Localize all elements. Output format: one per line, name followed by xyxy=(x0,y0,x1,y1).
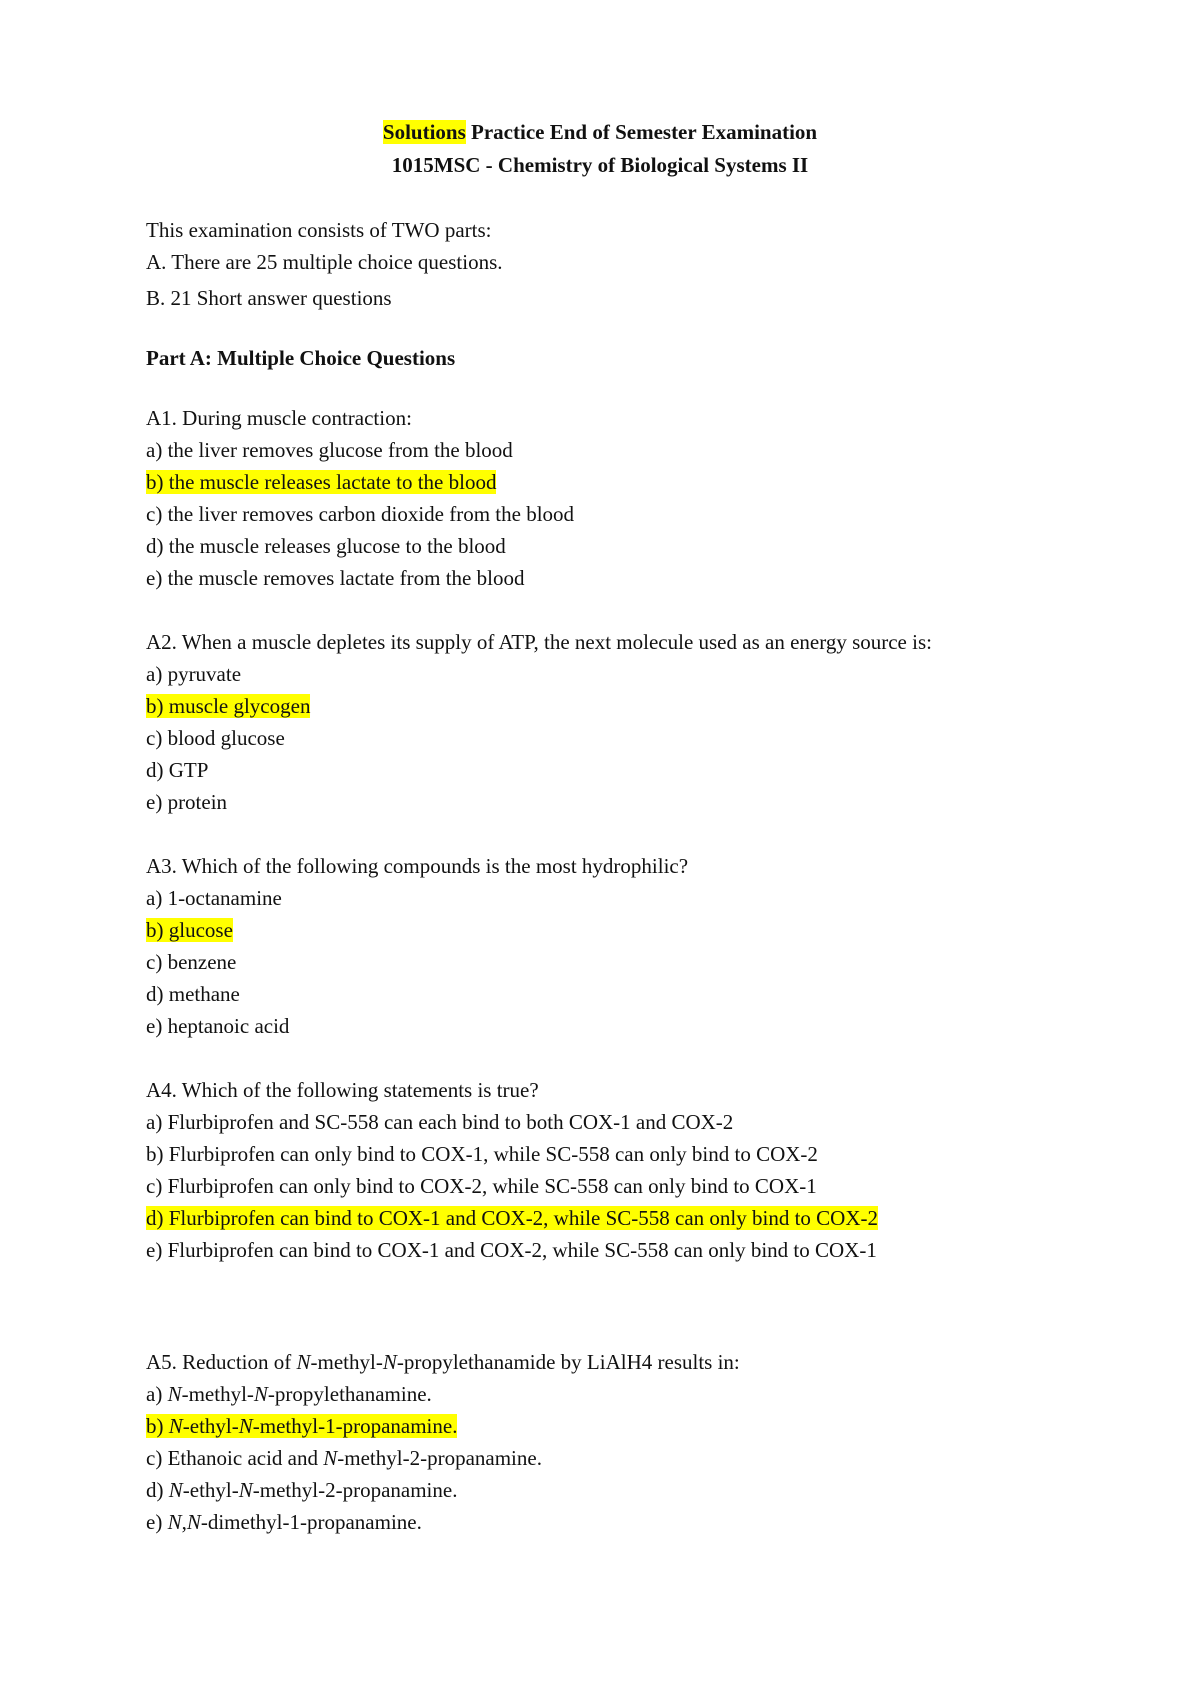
spacer xyxy=(146,594,1046,626)
answer-highlight: b) glucose xyxy=(146,918,233,942)
option-a: a) the liver removes glucose from the blood xyxy=(146,438,513,462)
option-a: a) 1-octanamine xyxy=(146,886,282,910)
option-e: e) Flurbiprofen can bind to COX-1 and COX-2, while SC-558 can only bind to COX-1 xyxy=(146,1238,877,1262)
answer-highlight: b) muscle glycogen xyxy=(146,694,311,718)
answer-highlight: d) Flurbiprofen can bind to COX-1 and COX-2, while SC-558 can only bind to COX-2 xyxy=(146,1206,878,1230)
option-e: e) protein xyxy=(146,790,228,814)
question-a1 xyxy=(146,402,1046,594)
question-stem: A2. When a muscle depletes its supply of ATP, the next molecule used as an energy source is: xyxy=(146,630,932,654)
question-a5 xyxy=(146,1346,1046,1538)
option-d: d) the muscle releases glucose to the blood xyxy=(146,534,506,558)
answer-highlight: b) the muscle releases lactate to the blood xyxy=(146,470,497,494)
option-b-answer xyxy=(146,466,1046,498)
title-highlight: Solutions xyxy=(382,120,466,144)
option-a: a) N-methyl-N-propylethanamine. xyxy=(146,1382,432,1406)
intro-line-2: A. There are 25 multiple choice questions. xyxy=(146,250,503,274)
option-e: e) the muscle removes lactate from the blood xyxy=(146,566,525,590)
title-line xyxy=(0,116,1200,149)
spacer xyxy=(146,1042,1046,1074)
spacer xyxy=(146,1266,1046,1346)
title-rest: Practice End of Semester Examination xyxy=(465,120,818,144)
intro-line-3: B. 21 Short answer questions xyxy=(146,286,392,310)
spacer xyxy=(146,314,1046,342)
question-stem: A5. Reduction of N-methyl-N-propylethanamide by LiAlH4 results in: xyxy=(146,1350,740,1374)
answer-highlight: b) N-ethyl-N-methyl-1-propanamine. xyxy=(146,1414,458,1438)
option-d: d) GTP xyxy=(146,758,209,782)
question-stem: A3. Which of the following compounds is the most hydrophilic? xyxy=(146,854,689,878)
question-a4 xyxy=(146,1074,1046,1266)
option-c: c) Flurbiprofen can only bind to COX-2, while SC-558 can only bind to COX-1 xyxy=(146,1174,817,1198)
option-b-answer xyxy=(146,914,1046,946)
option-d: d) methane xyxy=(146,982,240,1006)
option-a: a) Flurbiprofen and SC-558 can each bind to both COX-1 and COX-2 xyxy=(146,1110,734,1134)
part-a-heading: Part A: Multiple Choice Questions xyxy=(146,346,456,370)
option-d-answer xyxy=(146,1202,1046,1234)
option-a: a) pyruvate xyxy=(146,662,242,686)
question-a2 xyxy=(146,626,1046,818)
option-b-answer xyxy=(146,690,1046,722)
option-c: c) blood glucose xyxy=(146,726,285,750)
question-stem: A4. Which of the following statements is true? xyxy=(146,1078,539,1102)
spacer xyxy=(146,374,1046,402)
option-e: e) heptanoic acid xyxy=(146,1014,290,1038)
question-a3 xyxy=(146,850,1046,1042)
option-e: e) N,N-dimethyl-1-propanamine. xyxy=(146,1510,422,1534)
document-body xyxy=(146,214,1046,1538)
option-c: c) the liver removes carbon dioxide from the blood xyxy=(146,502,575,526)
option-b: b) Flurbiprofen can only bind to COX-1, while SC-558 can only bind to COX-2 xyxy=(146,1142,818,1166)
option-d: d) N-ethyl-N-methyl-2-propanamine. xyxy=(146,1478,458,1502)
spacer xyxy=(146,818,1046,850)
option-c: c) benzene xyxy=(146,950,237,974)
course-subtitle: 1015MSC - Chemistry of Biological Systems II xyxy=(391,153,809,177)
question-stem: A1. During muscle contraction: xyxy=(146,406,412,430)
option-c: c) Ethanoic acid and N-methyl-2-propanamine. xyxy=(146,1446,542,1470)
intro-line-1: This examination consists of TWO parts: xyxy=(146,218,492,242)
document-title xyxy=(0,116,1200,182)
option-b-answer xyxy=(146,1410,1046,1442)
